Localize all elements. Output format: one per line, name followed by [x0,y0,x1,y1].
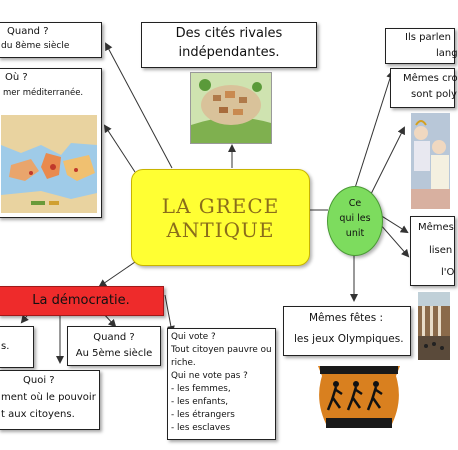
left-fragment-text: s. [1,341,10,352]
fetes-text: les jeux Olympiques. [294,333,404,345]
unite-line3: unit [345,228,365,239]
unite-line2: qui les [339,213,371,224]
fetes-box [283,306,411,356]
democratie-box [0,286,164,316]
quoi-title: Quoi ? [23,375,55,386]
city-image [190,72,272,144]
central-title-box [131,169,310,266]
cites-box [141,22,317,68]
gods-image [411,113,450,209]
quand-box-bottom [67,326,161,366]
vote-line: - les enfants, [171,397,229,407]
central-title-line1: LA GRECE [161,194,280,218]
vote-line: riche. [171,358,196,368]
vote-box [167,328,276,440]
vote-line: Qui vote ? [171,332,216,342]
langue-line2: lang [436,48,458,59]
croyances-box [390,68,458,108]
vote-line: Tout citoyen pauvre ou [171,345,272,355]
quoi-line2: t aux citoyens. [1,409,75,420]
map-image [1,115,97,213]
central-title-line2: ANTIQUE [166,218,275,242]
vote-line: - les esclaves [171,423,231,433]
ou-box [0,68,102,218]
unite-circle [327,186,383,256]
ou-title: Où ? [5,72,28,83]
croyances-line2: sont poly [411,89,457,100]
croyances-line1: Mêmes cro [403,73,458,84]
lisent-line2: lisen [429,245,453,256]
quand-title: Quand ? [7,26,49,37]
langue-box [385,28,458,64]
vote-line: - les femmes, [171,384,231,394]
quand2-title: Quand ? [93,332,135,343]
lisent-line1: Mêmes [418,222,454,233]
stadium-image [418,292,450,360]
cites-line2: indépendantes. [178,45,280,60]
quoi-box [0,370,100,430]
cites-line1: Des cités rivales [175,26,283,41]
langue-line1: Ils parlen [405,32,451,43]
lisent-line3: l'O [441,267,455,278]
ou-text: mer méditerranée. [3,88,84,98]
vase-image [312,362,406,438]
lisent-box [410,216,455,286]
quand-text: du 8ème siècle [1,41,70,51]
unite-line1: Ce [348,198,362,209]
vote-line: Qui ne vote pas ? [171,371,248,381]
quand2-text: Au 5ème siècle [75,348,153,359]
vote-line: - les étrangers [171,410,235,420]
fetes-title: Mêmes fêtes : [309,312,384,324]
quand-box-top [0,22,102,58]
left-fragment-box [0,326,34,368]
democratie-title: La démocratie. [32,293,130,308]
quoi-line1: ment où le pouvoir [1,392,96,403]
